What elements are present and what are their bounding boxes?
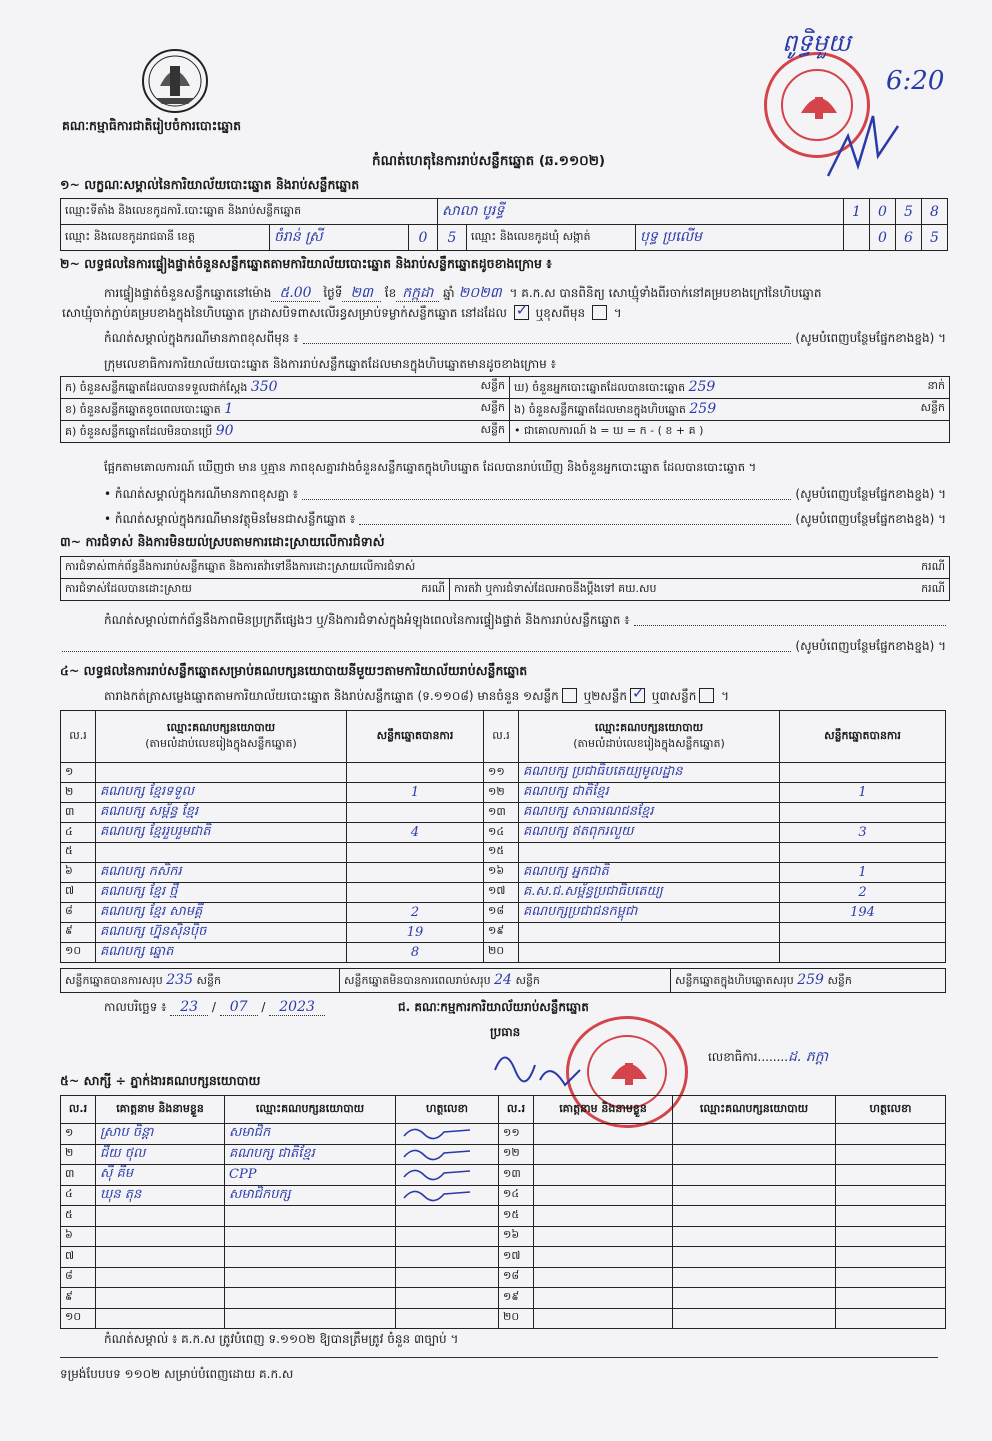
section4-heading: ៤~ លទ្ធផលនៃការរាប់សន្លឹកឆ្នោតសម្រាប់គណបក្សនយោបាយនីមួយៗតាមការិយាល័យរាប់សន្លឹកឆ្នោត xyxy=(60,663,528,678)
party-name: គណបក្ស ខ្មែរ ថ្មី xyxy=(100,883,178,899)
witness-signature xyxy=(400,1192,480,1205)
row-number: ៣ xyxy=(65,804,75,818)
row-number: ១៩ xyxy=(503,1289,520,1303)
date-line: កាលបរិច្ឆេទ ៖ 23 / 07 / 2023 xyxy=(104,999,325,1017)
verification-line1: ការផ្ទៀងផ្ទាត់ចំនួនសន្លឹកឆ្នោតនៅម៉ោង ៥.00 ថ្ងៃទី ២៣ ខែ កក្កដា ឆ្នាំ ២០២៣ ។ គ.ក.ស បានពិនិត្យ សោឃ្មុំទាំងពីរចាក់នៅគម្របខាងក្រៅនៃហិបឆ្នោត xyxy=(104,285,822,301)
row-number: ១៧ xyxy=(488,884,506,897)
witness-signature xyxy=(400,1151,480,1164)
stamp-handwriting: ពូទ្ធិមួយ xyxy=(782,29,851,57)
col-no: ល.រ xyxy=(61,711,96,763)
witness-row xyxy=(61,1144,946,1165)
code-digit: 8 xyxy=(930,203,939,220)
party-results-table: ល.រ ឈ្មោះគណបក្សនយោបាយ (តាមលំដាប់លេខរៀងក្នុងសន្លឹកឆ្នោត) សន្លឹកឆ្នោតបានការ ល.រ ឈ្មោះគណបក្សនយោបាយ (តាមលំដាប់លេខរៀងក្នុងសន្លឹកឆ្នោត) សន្លឹកឆ្នោតបានការ ១ ១១ គណបក្ស ប្រជាធិបតេយ្យមូលដ្ឋាន ២ គណបក្ស ខ្មែរទទួល 1 ១២ គណបក្ស ជាតិខ្មែរ 1 ៣ គណបក្ស សម្ព័ន្ធ ខ្មែរ ១៣ គណបក្ស សាធារណជនខ្មែរ ៤ គណបក្ស ខ្មែររួបរួមជាតិ 4 ១៤ គណបក្ស ឥតពុករលួយ 3 ៥ ១៥ ៦ គណបក្ស កសិករ ១៦ គណបក្ស អ្នកជាតិ 1 ៧ គណបក្ស ខ្មែរ ថ្មី ១៧ គ.ស.ជ.សម្ព័ន្ធប្រជាធិបតេយ្យ 2 ៨ គណបក្ស ខ្មែរ សាមគ្គី 2 ១៨ គណបក្សប្រជាជនកម្ពុជា 194 ៩ គណបក្ស ហ្វ៊ុនស៊ិនប៉ិច 19 ១៩ ១០ គណបក្ស ឆ្នោត 8 ២០ xyxy=(60,710,946,963)
row-number: ១៨ xyxy=(488,904,505,917)
party-row xyxy=(61,882,946,902)
witness-party: សមាជិក xyxy=(229,1125,271,1141)
committee-label: ជ. គណៈកម្មការការិយាល័យរាប់សន្លឹកឆ្នោត xyxy=(398,1000,589,1014)
location-table xyxy=(60,198,948,251)
ko-value: 90 xyxy=(215,422,234,439)
party-row xyxy=(61,862,946,882)
valid-total: 235 xyxy=(166,971,193,988)
row-number: ៩ xyxy=(65,924,73,937)
row-number: ១២ xyxy=(503,1146,520,1160)
note-difference: កំណត់សម្គាល់ក្នុងករណីមានភាពខុសពីមុន ៖ (សូមបំពេញបន្ថែមផ្នែកខាងខ្នង) ។ xyxy=(104,331,946,345)
party-name: គណបក្ស ឆ្នោត xyxy=(100,943,174,959)
objections-table: ការជំទាស់ពាក់ព័ន្ធនឹងការរាប់សន្លឹកឆ្នោត និងការតវ៉ាទៅនឹងការដោះស្រាយលើការជំទាស់ ករណី ការជំទាស់ដែលបានដោះស្រាយ ករណី ការតវ៉ា ឬការជំទាស់ដែលអាចនឹងប្តឹងទៅ គឃ.សប ករណី xyxy=(60,556,950,601)
party-name: គណបក្ស សម្ព័ន្ធ ខ្មែរ xyxy=(100,804,199,819)
ngo-value: 259 xyxy=(689,400,717,417)
footnote: កំណត់សម្គាល់ ៖ គ.ក.ស ត្រូវបំពេញ ទ.១១០២ ឱ្យបានត្រឹមត្រូវ ចំនួន ៣ច្បាប់ ។ xyxy=(104,1332,459,1346)
bottom-divider xyxy=(60,1357,938,1358)
party-votes: 1 xyxy=(410,785,420,800)
row-number: ១២ xyxy=(488,784,505,798)
location-label: ឈ្មោះទីតាំង និងលេខកូដការិ.បោះឆ្នោត និងរាប់សន្លឹកឆ្នោត xyxy=(61,199,438,225)
row-number: ២ xyxy=(65,784,74,798)
code-digit: 5 xyxy=(904,203,913,220)
invalid-total: 24 xyxy=(494,971,512,988)
note-mismatch: • កំណត់សម្គាល់ក្នុងករណីមានភាពខុសគ្នា ៖ (សូមបំពេញបន្ថែមផ្នែកខាងខ្នង) ។ xyxy=(104,487,946,501)
row-number: ១៤ xyxy=(488,824,505,838)
row-number: ១៧ xyxy=(503,1248,521,1262)
verification-line2: សោឃ្មុំចាក់ភ្ជាប់គម្របខាងក្នុងនៃហិបឆ្នោត ក្រដាសបិទពាសលើរន្ធសម្រាប់ទម្លាក់សន្លឹកឆ្នោត នៅដដែល ✓ ឬខុសពីមុន ។ xyxy=(62,305,622,323)
formula: • ជាគោលការណ៍ ង = ឃ = ក - ( ខ + គ ) xyxy=(510,421,950,443)
witness-signature xyxy=(400,1130,480,1143)
form-code-footer: ទម្រង់បែបបទ ១១០២ សម្រាប់បំពេញដោយ គ.ក.ស xyxy=(60,1367,294,1381)
party-votes: 1 xyxy=(858,785,867,800)
party-row xyxy=(61,902,946,922)
party-name: គណបក្ស ជាតិខ្មែរ xyxy=(523,784,609,799)
row-number: ៥ xyxy=(65,1207,73,1221)
section1-heading: ១~ លក្ខណៈសម្គាល់នៃការិយាល័យបោះឆ្នោត និងរាប់សន្លឹកឆ្នោត xyxy=(60,177,360,192)
form-title: កំណត់ហេតុនៃការរាប់សន្លឹកឆ្នោត (ឆ.១១០២) xyxy=(372,153,606,169)
irregularity-note: កំណត់សម្គាល់ពាក់ព័ន្ធនឹងភាពមិនប្រក្រតីផ្សេងៗ ឬ/និងការជំទាស់ក្នុងអំឡុងពេលនៃការផ្ទៀងផ្ទាត់ និងការរាប់សន្លឹកឆ្នោត ៖ xyxy=(104,612,946,630)
party-name: គ.ស.ជ.សម្ព័ន្ធប្រជាធិបតេយ្យ xyxy=(523,883,663,899)
party-name: គណបក្ស ខ្មែរ សាមគ្គី xyxy=(100,903,203,919)
irregularity-note-line2: (សូមបំពេញបន្ថែមផ្នែកខាងខ្នង) ។ xyxy=(62,638,946,656)
party-name: គណបក្ស ឥតពុករលួយ xyxy=(523,824,634,839)
party-votes: 2 xyxy=(410,904,420,920)
committee-intro: ក្រុមលេខាធិការការិយាល័យបោះឆ្នោត និងការរាប់សន្លឹកឆ្នោតដែលមានក្នុងហិបឆ្នោតមានដូចខាងក្រោម ៖ xyxy=(104,357,556,371)
row-number: ៧ xyxy=(65,884,75,897)
row-number: ១៤ xyxy=(503,1187,520,1201)
year-value: ២០២៣ xyxy=(458,285,502,301)
commune-code: 5 xyxy=(930,229,939,246)
province-code: 5 xyxy=(447,229,457,246)
witness-row xyxy=(61,1124,946,1145)
party-name: គណបក្សប្រជាជនកម្ពុជា xyxy=(523,903,638,919)
row-number: ១១ xyxy=(488,764,505,778)
three-sheets-checkbox[interactable] xyxy=(699,688,714,703)
difference-statement: ផ្អែកតាមគោលការណ៍ ឃើញថា មាន ឬគ្មាន ភាពខុសគ្នារវាងចំនួនសន្លឹកឆ្នោតក្នុងហិបឆ្នោត ដែលបានរាប់ឃើញ និងចំនួនអ្នកបោះឆ្នោត ដែលបានបោះឆ្នោត ។ xyxy=(104,460,757,474)
witness-row xyxy=(61,1185,946,1206)
witness-name: ជឺយ ថុល xyxy=(100,1145,146,1161)
party-row xyxy=(61,783,946,803)
section3-heading: ៣~ ការជំទាស់ និងការមិនយល់ស្របតាមការដោះស្រាយលើការជំទាស់ xyxy=(60,534,385,549)
witness-name: ឃុន តុន xyxy=(100,1186,142,1202)
party-votes: 3 xyxy=(858,825,867,840)
row-number: ៤ xyxy=(65,1187,73,1201)
row-number: ១៥ xyxy=(488,844,505,858)
witness-table: ល.រ គោត្តនាម និងនាមខ្លួន ឈ្មោះគណបក្សនយោបាយ ហត្ថលេខា ល.រ គោត្តនាម និងនាមខ្លួន ឈ្មោះគណបក្សនយោបាយ ហត្ថលេខា ១ ស្រាប ចិន្តា សមាជិក ១១ ២ ជឺយ ថុល គណបក្ស ជាតិខ្មែរ ១២ ៣ សុី គីម CPP ១៣ ៤ ឃុន តុន សមាជិកបក្ស ១៤ ៥ ១៥ ៦ ១៦ ៧ ១៧ ៨ ១៨ ៩ ១៩ ១០ ២០ xyxy=(60,1095,946,1329)
secretary-signature: ដ. ភក្តា xyxy=(788,1049,829,1065)
one-sheet-checkbox[interactable] xyxy=(562,688,577,703)
row-number: ១៣ xyxy=(488,804,506,818)
kho-value: 259 xyxy=(688,378,716,395)
row-number: ៦ xyxy=(65,1228,73,1242)
commune-code: 6 xyxy=(904,229,913,246)
party-votes: 2 xyxy=(858,884,867,900)
section2-heading: ២~ លទ្ធផលនៃការផ្ទៀងផ្ទាត់ចំនួនសន្លឹកឆ្នោតតាមការិយាល័យបោះឆ្នោត និងរាប់សន្លឹកឆ្នោតដូចខាងក្រោម ៖ xyxy=(60,256,552,271)
witness-row xyxy=(61,1308,946,1329)
code-digit: 0 xyxy=(878,203,887,220)
commune-code: 0 xyxy=(878,229,887,246)
party-name: គណបក្ស ប្រជាធិបតេយ្យមូលដ្ឋាន xyxy=(523,764,683,779)
party-name: គណបក្ស ខ្មែររួបរួមជាតិ xyxy=(100,824,211,839)
totals-row: សន្លឹកឆ្នោតបានការសរុប 235 សន្លឹក សន្លឹកឆ្នោតមិនបានការពេលរាប់សរុប 24 សន្លឹក សន្លឹកឆ្នោតក្នុងហិបឆ្នោតសរុប 259 សន្លឹក xyxy=(60,968,946,993)
secretary-label: លេខាធិការ........ដ. ភក្តា xyxy=(708,1049,829,1065)
kha-value: 1 xyxy=(224,400,234,417)
day-value: ២៣ xyxy=(342,285,381,302)
witness-row xyxy=(61,1267,946,1288)
party-votes: 194 xyxy=(850,904,875,920)
province-label: ឈ្មោះ និងលេខកូដរាជធានី ខេត្ត xyxy=(61,225,270,251)
row-number: ១៦ xyxy=(503,1228,520,1242)
row-number: ១១ xyxy=(503,1125,520,1139)
row-number: ៨ xyxy=(65,904,73,917)
row-number: ៣ xyxy=(65,1166,75,1180)
party-row xyxy=(61,942,946,962)
two-sheets-checkbox[interactable] xyxy=(630,688,645,703)
chair-signature xyxy=(490,1040,590,1100)
row-number: ១៩ xyxy=(488,924,505,937)
signature-top xyxy=(818,96,908,186)
section5-heading: ៥~ សាក្សី ÷ ភ្នាក់ងារគណបក្សនយោបាយ xyxy=(60,1073,261,1088)
witness-name: ស្រាប ចិន្តា xyxy=(100,1125,154,1141)
box-total: 259 xyxy=(797,971,824,988)
row-number: ៦ xyxy=(65,864,73,877)
province-code: 0 xyxy=(418,229,428,246)
location-value: សាលា បូរទ្ធី xyxy=(442,203,505,219)
party-votes: 4 xyxy=(410,825,420,840)
commune-label: ឈ្មោះ និងលេខកូដឃុំ សង្កាត់ xyxy=(467,225,636,251)
row-number: ១ xyxy=(65,764,74,778)
witness-party: គណបក្ស ជាតិខ្មែរ xyxy=(229,1145,315,1161)
nec-emblem-logo xyxy=(138,46,212,116)
note-foreign-objects: • កំណត់សម្គាល់ក្នុងករណីមានវត្ថុមិនមែនជាសន្លឹកឆ្នោត ៖ (សូមបំពេញបន្ថែមផ្នែកខាងខ្នង) ។ xyxy=(104,512,946,526)
stamp-time: 6:20 xyxy=(886,66,945,96)
different-checkbox[interactable] xyxy=(592,305,607,320)
row-number: ២០ xyxy=(503,1310,520,1324)
row-number: ១០ xyxy=(65,944,82,957)
row-number: ១៦ xyxy=(488,864,505,877)
row-number: ១៣ xyxy=(503,1166,521,1180)
witness-party: សមាជិកបក្ស xyxy=(229,1186,291,1202)
witness-party: CPP xyxy=(229,1167,257,1183)
row-number: ១៥ xyxy=(503,1207,520,1221)
code-digit: 1 xyxy=(852,203,861,220)
row-number: ២០ xyxy=(488,944,505,957)
province-value: ចំរាន់ ស្រី xyxy=(274,229,323,245)
party-row xyxy=(61,803,946,823)
party-votes: 8 xyxy=(410,944,420,960)
ka-value: 350 xyxy=(250,378,278,395)
row-number: ១ xyxy=(65,1125,74,1139)
chair-label: ប្រធាន xyxy=(490,1025,521,1039)
party-name: គណបក្ស កសិករ xyxy=(100,863,182,879)
witness-row xyxy=(61,1247,946,1268)
time-value: ៥.00 xyxy=(271,285,319,302)
witness-name: សុី គីម xyxy=(100,1166,134,1182)
commune-value: បុទ្ធ ប្រលើម xyxy=(640,229,702,245)
row-number: ១០ xyxy=(65,1310,82,1324)
witness-row xyxy=(61,1226,946,1247)
row-number: ១៨ xyxy=(503,1269,520,1283)
row-number: ៤ xyxy=(65,824,73,838)
party-row xyxy=(61,922,946,942)
witness-row xyxy=(61,1165,946,1186)
witness-row xyxy=(61,1206,946,1227)
organization-name: គណៈកម្មាធិការជាតិរៀបចំការបោះឆ្នោត xyxy=(62,118,242,133)
party-name: គណបក្ស សាធារណជនខ្មែរ xyxy=(523,804,654,819)
ballot-numbers-table: ក) ចំនួនសន្លឹកឆ្នោតដែលបានទទួលជាក់ស្តែង 350 សន្លឹក ឃ) ចំនួនអ្នកបោះឆ្នោតដែលបានបោះឆ្នោត 259 នាក់ ខ) ចំនួនសន្លឹកឆ្នោតខូចពេលបោះឆ្នោត 1 សន្លឹក ង) ចំនួនសន្លឹកឆ្នោតដែលមានក្នុងហិបឆ្នោត 259 សន្លឹក គ) ចំនួនសន្លឹកឆ្នោតដែលមិនបានប្រើ 90 សន្លឹក • ជាគោលការណ៍ ង = ឃ = ក - ( ខ + គ ) xyxy=(60,376,950,443)
row-number: ៨ xyxy=(65,1269,73,1283)
party-row xyxy=(61,763,946,783)
tally-sheet-count: តារាងកត់ត្រាសម្លេងឆ្នោតតាមការិយាល័យបោះឆ្នោត និងរាប់សន្លឹកឆ្នោត (ទ.១១០៨) មានចំនួន ១សន្លឹក ឬ២សន្លឹក✓ ឬ៣សន្លឹក ។ xyxy=(104,688,729,706)
row-number: ៩ xyxy=(65,1289,73,1303)
party-name: គណបក្ស អ្នកជាតិ xyxy=(523,863,609,879)
month-value: កក្កដា xyxy=(396,285,439,302)
same-checkbox[interactable] xyxy=(514,305,529,320)
row-number: ៥ xyxy=(65,844,73,858)
row-number: ២ xyxy=(65,1146,74,1160)
party-row xyxy=(61,823,946,843)
row-number: ៧ xyxy=(65,1248,75,1262)
party-row xyxy=(61,843,946,863)
party-votes: 1 xyxy=(858,864,867,880)
col-votes: សន្លឹកឆ្នោតបានការ xyxy=(347,711,484,763)
witness-signature xyxy=(400,1171,480,1184)
witness-row xyxy=(61,1288,946,1309)
party-votes: 19 xyxy=(406,924,424,940)
party-name: គណបក្ស ខ្មែរទទួល xyxy=(100,784,195,799)
party-name: គណបក្ស ហ្វ៊ុនស៊ិនប៉ិច xyxy=(100,923,207,939)
